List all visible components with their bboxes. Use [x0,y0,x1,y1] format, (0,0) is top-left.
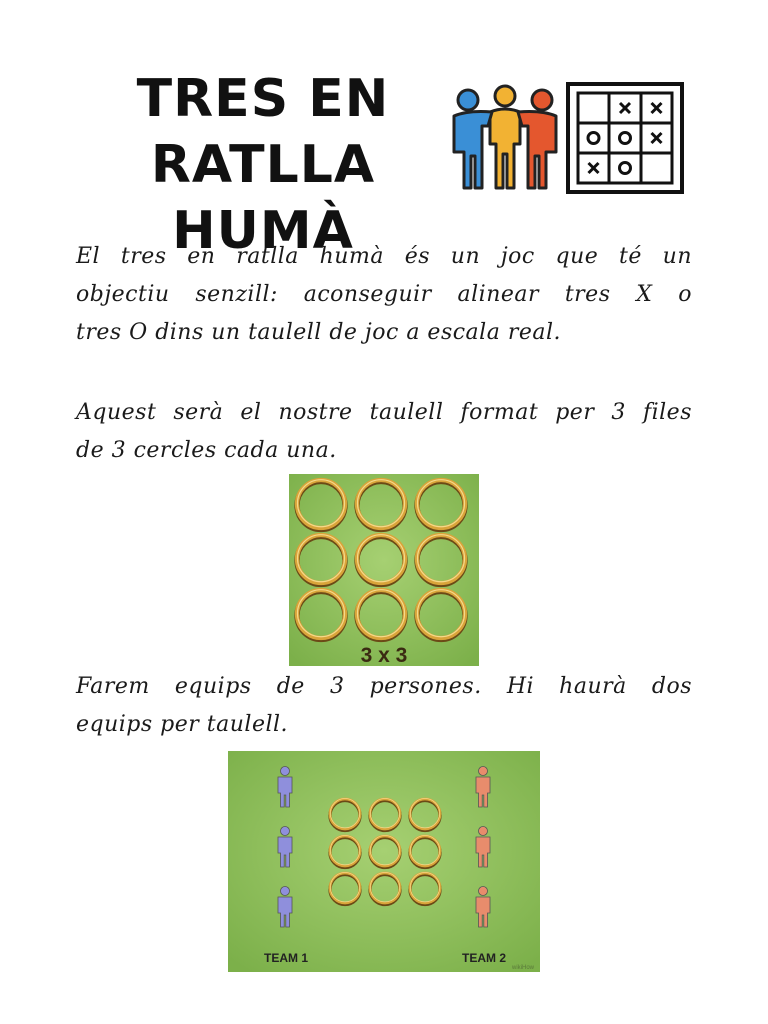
intro-line-3: tres O dins un taulell de joc a escala real. [76,320,561,345]
teams-line-1: Farem equips de 3 persones. Hi haurà dos [76,674,692,699]
teams-line-2: equips per taulell. [76,712,289,737]
board-line-2: de 3 cercles cada una. [76,438,337,463]
board-line-1: Aquest serà el nostre taulell format per 3 files [76,400,692,425]
title-line-2: RATLLA HUMÀ [150,135,376,261]
tic-tac-toe-icon [566,82,684,194]
board-image [289,474,479,666]
three-people-icon [448,82,562,194]
intro-line-2: objectiu senzill: aconseguir alinear tres X o [76,282,692,307]
teams-image [228,751,540,972]
intro-paragraph [76,238,692,352]
title-line-1: TRES EN [136,69,390,129]
team-2-label: TEAM 2 [461,951,507,965]
board-paragraph [76,394,692,470]
page-title [78,66,448,264]
intro-line-1: El tres en ratlla humà és un joc que té un [76,244,692,269]
watermark: wikiHow [511,965,534,971]
teams-paragraph [76,668,692,744]
team-1-label: TEAM 1 [263,951,309,965]
board-label: 3 x 3 [360,644,408,666]
